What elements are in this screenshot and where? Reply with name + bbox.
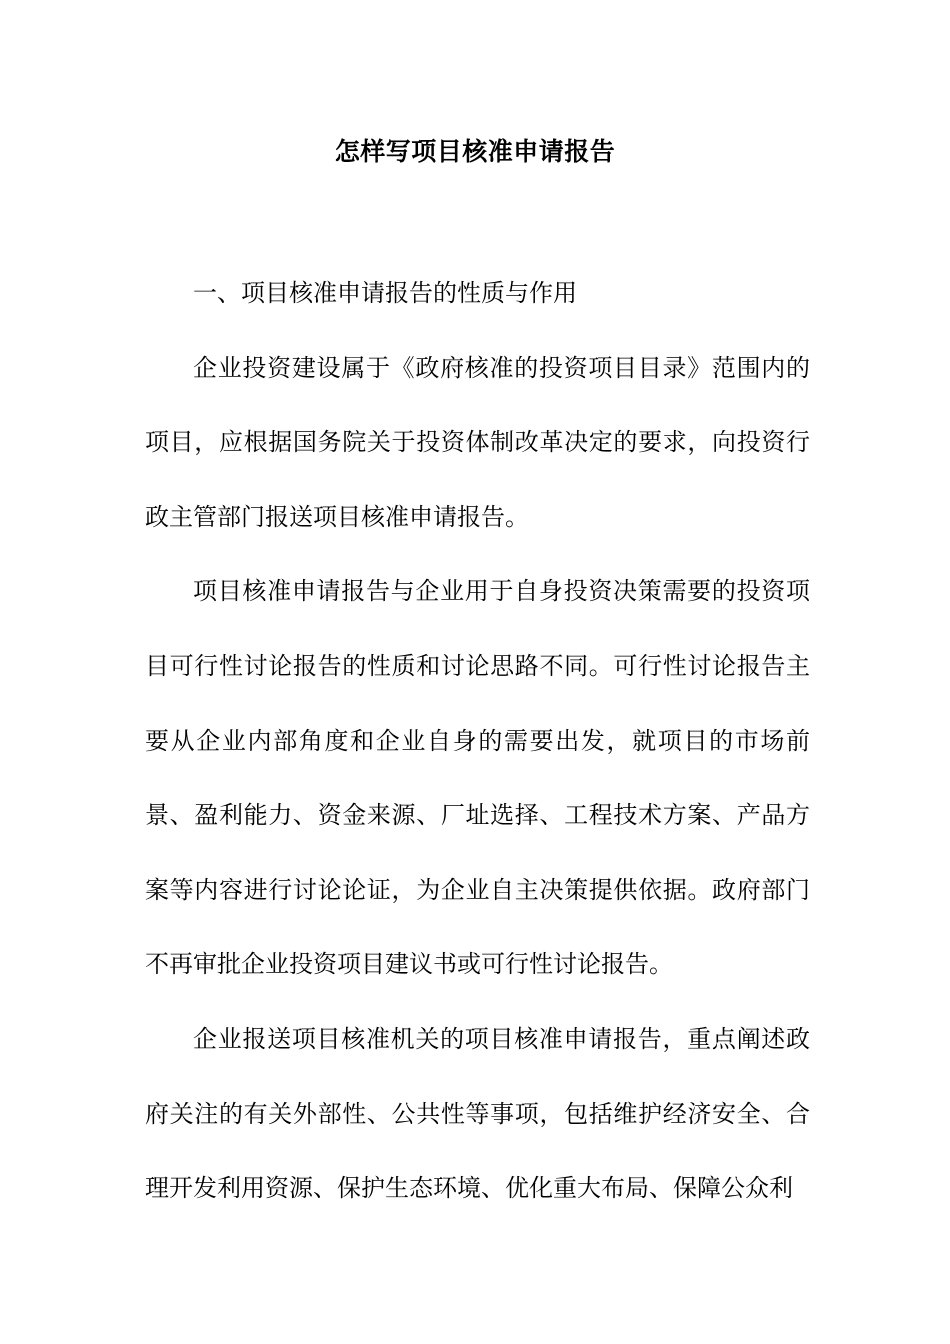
paragraph-1: 企业投资建设属于《政府核准的投资项目目录》范围内的项目，应根据国务院关于投资体制改革决定的要求，向投资行政主管部门报送项目核准申请报告。 [145,353,810,531]
document-title: 怎样写项目核准申请报告 [334,137,616,166]
section-heading: 一、项目核准申请报告的性质与作用 [193,279,577,307]
document-body [145,256,810,1226]
paragraph-2: 项目核准申请报告与企业用于自身投资决策需要的投资项目可行性讨论报告的性质和讨论思路不同。可行性讨论报告主要从企业内部角度和企业自身的需要出发，就项目的市场前景、盈利能力、资金来源、厂址选择、工程技术方案、产品方案等内容进行讨论论证，为企业自主决策提供依据。政府部门不再审批企业投资项目建议书或可行性讨论报告。 [145,577,810,979]
paragraph-3: 企业报送项目核准机关的项目核准申请报告，重点阐述政府关注的有关外部性、公共性等事项，包括维护经济安全、合理开发利用资源、保护生态环境、优化重大布局、保障公众利 [145,1024,810,1203]
